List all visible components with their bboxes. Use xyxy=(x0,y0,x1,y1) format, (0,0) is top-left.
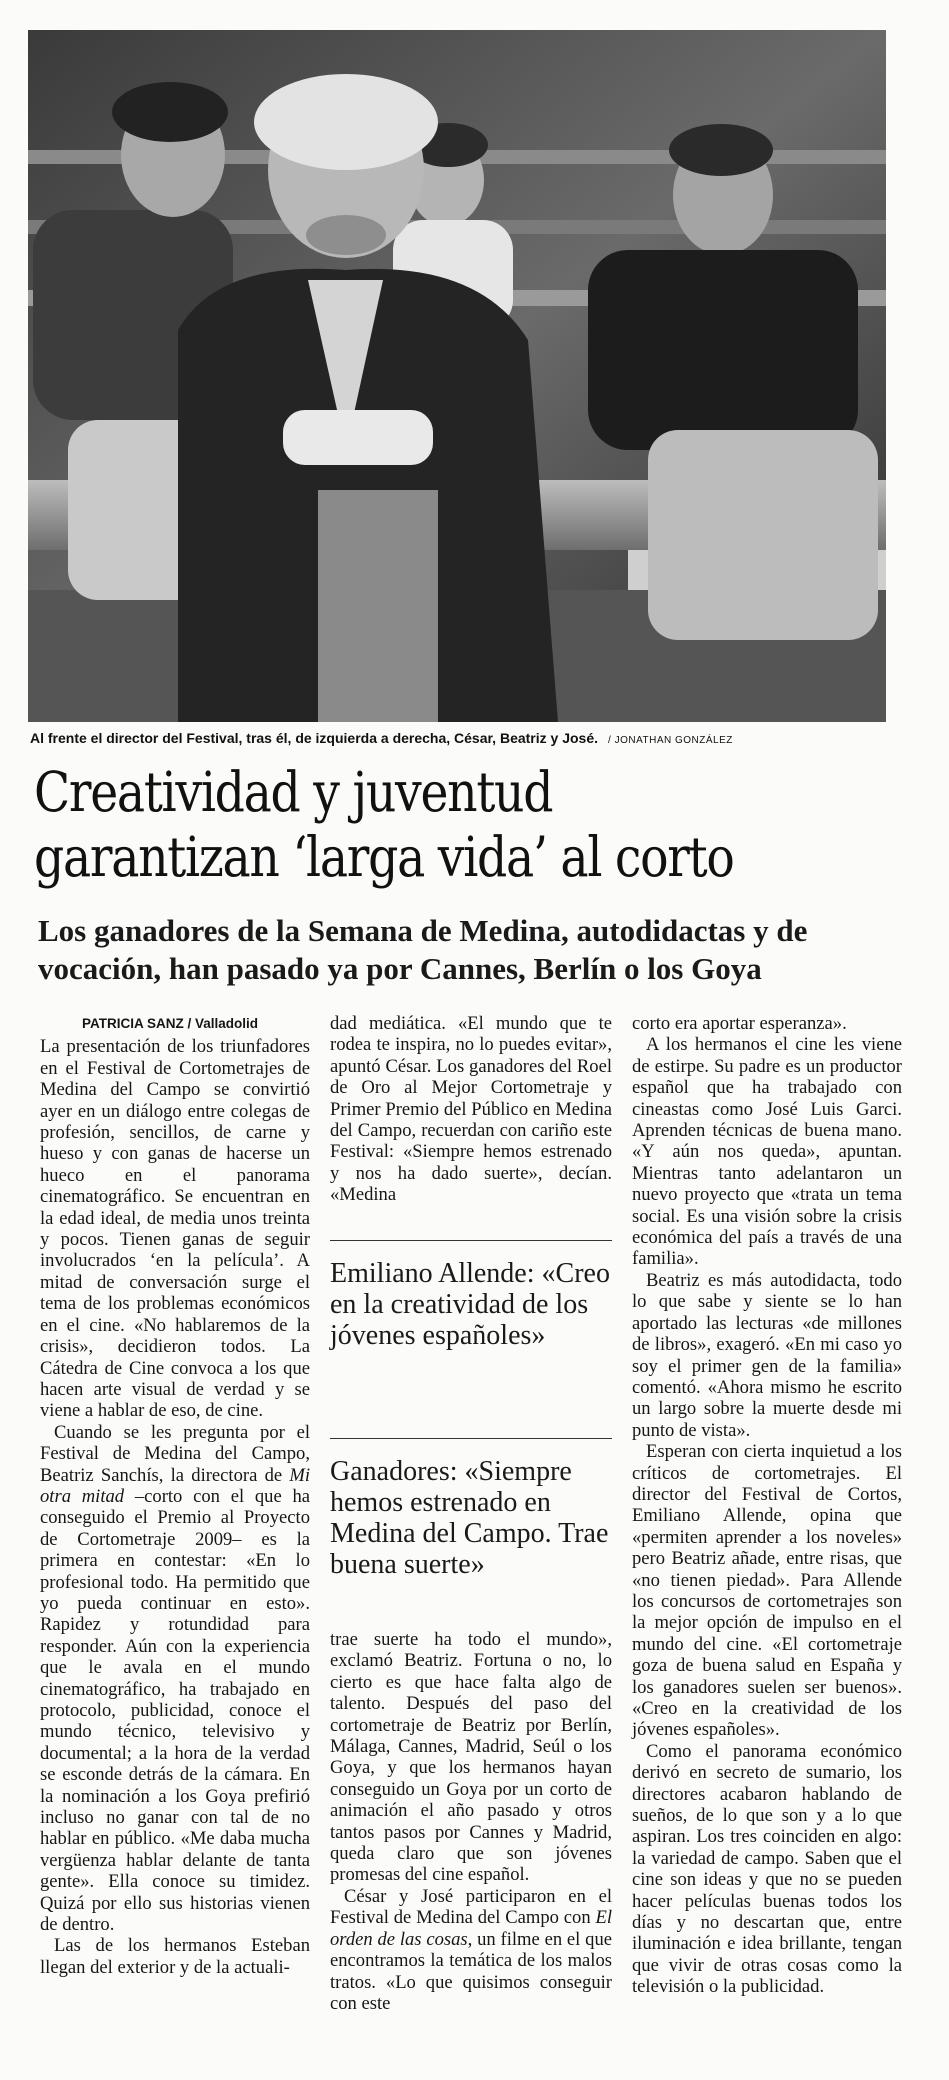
film-title: Mi otra mitad xyxy=(40,1464,310,1507)
text-span: Cuando se les pregunta por el Festival de Medina del Campo, Beatriz Sanchís, la directora de xyxy=(40,1421,310,1486)
photo-caption xyxy=(30,730,890,746)
column-2-continued xyxy=(330,1629,612,2014)
paragraph: trae suerte ha todo el mundo», exclamó Beatriz. Fortuna o no, lo cierto es que hace falta algo de talento. Después del paso del cortometraje de Beatriz por Berlín, Málaga, Cannes, Madrid, Seúl o los Goya, y que los hermanos hayan conseguido un Goya por un corto de animación el año pasado y otros tantos pasos por Cannes y Madrid, queda claro que son jóvenes promesas del cine español. xyxy=(330,1629,612,1886)
subheadline-line-1: Los ganadores de la Semana de Medina, autodidactas y de xyxy=(38,913,808,948)
film-title: El orden de las cosas xyxy=(330,1907,612,1950)
column-3 xyxy=(632,1013,902,1998)
byline: PATRICIA SANZ / Valladolid xyxy=(82,1016,259,1031)
headline-line-2: garantizan ‘larga vida’ al corto xyxy=(34,825,734,889)
headline-line-1: Creatividad y juventud xyxy=(34,760,553,824)
paragraph: Beatriz es más autodidacta, todo lo que sabe y siente se lo han aportado las lecturas «de millones de libros», exageró. «En mi caso yo soy el primer gen de la familia» comentó. «Ahora mismo he escrito un largo sobre la muerte desde mi punto de vista». xyxy=(632,1269,902,1441)
article-photo xyxy=(28,30,886,722)
paragraph: Esperan con cierta inquietud a los críticos de cortometrajes. El director del Festival de Cortos, Emiliano Allende, opina que «permiten aprender a los noveles» pero Beatriz añade, entre risas, que «no tienen piedad». Para Allende los concursos de cortometrajes son la mejor opción de impulso en el mundo del cine. «El cortometraje goza de buena salud en España y los ganadores suelen ser buenos». «Creo en la creatividad de los jóvenes españoles». xyxy=(632,1441,902,1741)
photo-credit: / JONATHAN GONZÁLEZ xyxy=(608,735,733,746)
paragraph xyxy=(330,1886,612,2014)
paragraph: A los hermanos el cine les viene de estirpe. Su padre es un productor español que ha trabajado con cineastas como José Luis Garci. Aprenden técnicas de buena mano. «Y aún nos queda», apuntan. Mientras tanto adelantaron un nuevo proyecto que «trata un tema social. Es una visión sobre la crisis económica del país a través de una familia». xyxy=(632,1034,902,1270)
pull-quote-rule xyxy=(330,1438,612,1439)
paragraph: La presentación de los triunfadores en el Festival de Cortometrajes de Medina del Campo se convirtió ayer en un diálogo entre colegas de profesión, sencillos, de carne y hueso y con ganas de hacerse un hueco en el panorama cinematográfico. Se encuentran en la edad ideal, de media unos treinta y pocos. Tienen ganas de seguir involucrados ‘en la película’. A mitad de conversación surge el tema de los problemas económicos en el cine. «No hablaremos de la crisis», decidieron todos. La Cátedra de Cine convoca a los que hacen arte visual de verdad y se viene a hablar de eso, de cine. xyxy=(40,1036,310,1422)
subheadline-line-2: vocación, han pasado ya por Cannes, Berlín o los Goya xyxy=(38,951,762,986)
text-span: –corto con el que ha conseguido el Premio al Proyecto de Cortometraje 2009– es la primera en contestar: «En lo profesional todo. Ha permitido que yo pueda continuar en esto». Rapidez y rotundidad para responder. Aún con la experiencia que le avala en el mundo cinematográfico, ha trabajado en protocolo, publicidad, conoce el mundo técnico, televisivo y documental; a la hora de la verdad se esconde detrás de la cámara. En la nominación a los Goya prefirió incluso no ganar con tal de no hablar en público. «Me daba mucha vergüenza hablar delante de tanta gente». Ella conoce su timidez. Quizá por ello sus historias vienen de dentro. xyxy=(40,1485,311,1936)
subheadline xyxy=(38,912,898,988)
photo-illustration xyxy=(28,30,886,722)
column-2 xyxy=(330,1013,612,1206)
paragraph: Como el panorama económico derivó en secreto de sumario, los directores acabaron hablando de sueños, de lo que son y a lo que aspiran. Los tres coinciden en algo: la variedad de campo. Saben que el cine son ideas y que no se pueden hacer películas buenas todos los días y no descartan que, entre iluminación e idea brillante, tengan que vivir de otras cosas como la televisión o la publicidad. xyxy=(632,1740,902,1998)
paragraph: dad mediática. «El mundo que te rodea te inspira, no lo puedes evitar», apuntó César. Los ganadores del Roel de Oro al Mejor Cortometraje y Primer Premio del Público en Medina del Campo, recuerdan con cariño este Festival: «Siempre hemos estrenado y nos ha dado suerte», decían. «Medina xyxy=(330,1013,612,1206)
text-span: , un filme en el que encontramos la temática de los malos tratos. «Lo que quisimos conseguir con este xyxy=(330,1928,612,2014)
headline xyxy=(34,760,894,890)
pull-quote-rule xyxy=(330,1240,612,1241)
column-1 xyxy=(40,1013,310,1978)
paragraph: corto era aportar esperanza». xyxy=(632,1013,847,1034)
paragraph: Las de los hermanos Esteban llegan del exterior y de la actuali- xyxy=(40,1935,310,1978)
paragraph xyxy=(40,1422,310,1936)
pull-quote-2: Ganadores: «Siempre hemos estrenado en Medina del Campo. Trae buena suerte» xyxy=(330,1456,609,1580)
pull-quote-1: Emiliano Allende: «Creo en la creatividad de los jóvenes españoles» xyxy=(330,1258,610,1351)
caption-text: Al frente el director del Festival, tras él, de izquierda a derecha, César, Beatriz y José. xyxy=(30,730,599,746)
text-span: César y José participaron en el Festival de Medina del Campo con xyxy=(330,1885,612,1929)
